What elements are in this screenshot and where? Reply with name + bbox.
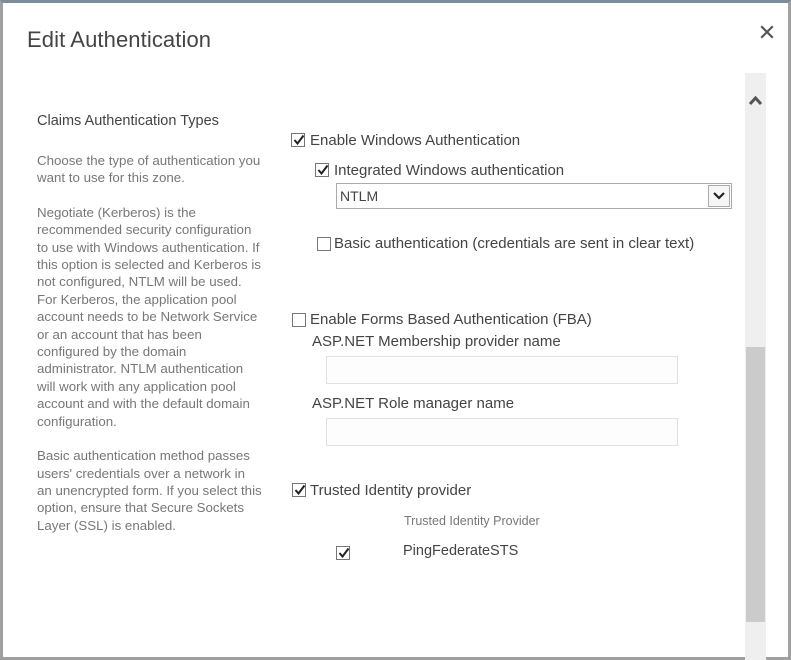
scroll-up-button[interactable] — [745, 91, 766, 111]
vertical-scrollbar[interactable] — [745, 73, 766, 660]
trusted-identity-provider-checkbox[interactable] — [292, 483, 306, 497]
integrated-windows-auth-label: Integrated Windows authentication — [334, 162, 565, 179]
checkmark-icon — [338, 547, 350, 559]
chevron-up-icon — [745, 91, 766, 111]
membership-provider-label: ASP.NET Membership provider name — [312, 333, 561, 350]
role-manager-label: ASP.NET Role manager name — [312, 395, 515, 412]
description-paragraph: Basic authentication method passes users' credentials over a network in an unencrypted form. If you select this option, ensure that Secure Sockets Layer (SSL) is enabled. — [37, 448, 262, 533]
integrated-windows-auth-checkbox[interactable] — [315, 163, 329, 177]
description-paragraph: Negotiate (Kerberos) is the recommended security configuration to use with Windows authentication. If this option is selected and Kerberos is not configured, NTLM will be used. For Kerberos, the application pool account needs to be Network Service or an account that has been configured by the domain administrator. NTLM authentication will work with any application pool account and with the default domain configuration. — [37, 204, 261, 429]
membership-provider-input[interactable] — [326, 356, 678, 384]
checkmark-icon — [293, 134, 305, 146]
basic-auth-label: Basic authentication (credentials are sent in clear text) — [334, 235, 695, 252]
provider-name: PingFederateSTS — [403, 543, 519, 559]
enable-fba-label: Enable Forms Based Authentication (FBA) — [310, 311, 592, 328]
close-icon — [760, 25, 774, 39]
auth-provider-select[interactable] — [336, 183, 732, 209]
checkmark-icon — [317, 164, 329, 176]
enable-windows-auth-label: Enable Windows Authentication — [310, 132, 521, 149]
scrollbar-thumb[interactable] — [746, 347, 765, 622]
role-manager-input[interactable] — [326, 418, 678, 446]
chevron-down-icon — [713, 192, 725, 200]
description-paragraph: Choose the type of authentication you want to use for this zone. — [37, 153, 261, 186]
description-column — [37, 113, 262, 551]
provider-column-header: Trusted Identity Provider — [404, 514, 540, 528]
enable-fba-checkbox[interactable] — [292, 313, 306, 327]
checkmark-icon — [294, 484, 306, 496]
select-dropdown-button[interactable] — [708, 185, 730, 207]
section-heading: Claims Authentication Types — [37, 113, 219, 129]
basic-auth-checkbox[interactable] — [317, 237, 331, 251]
select-value: NTLM — [340, 188, 379, 204]
trusted-identity-provider-label: Trusted Identity provider — [310, 482, 472, 499]
provider-checkbox-pingfederatests[interactable] — [336, 546, 350, 560]
enable-windows-auth-checkbox[interactable] — [291, 133, 305, 147]
dialog-title: Edit Authentication — [27, 27, 212, 52]
close-button[interactable] — [757, 21, 777, 43]
